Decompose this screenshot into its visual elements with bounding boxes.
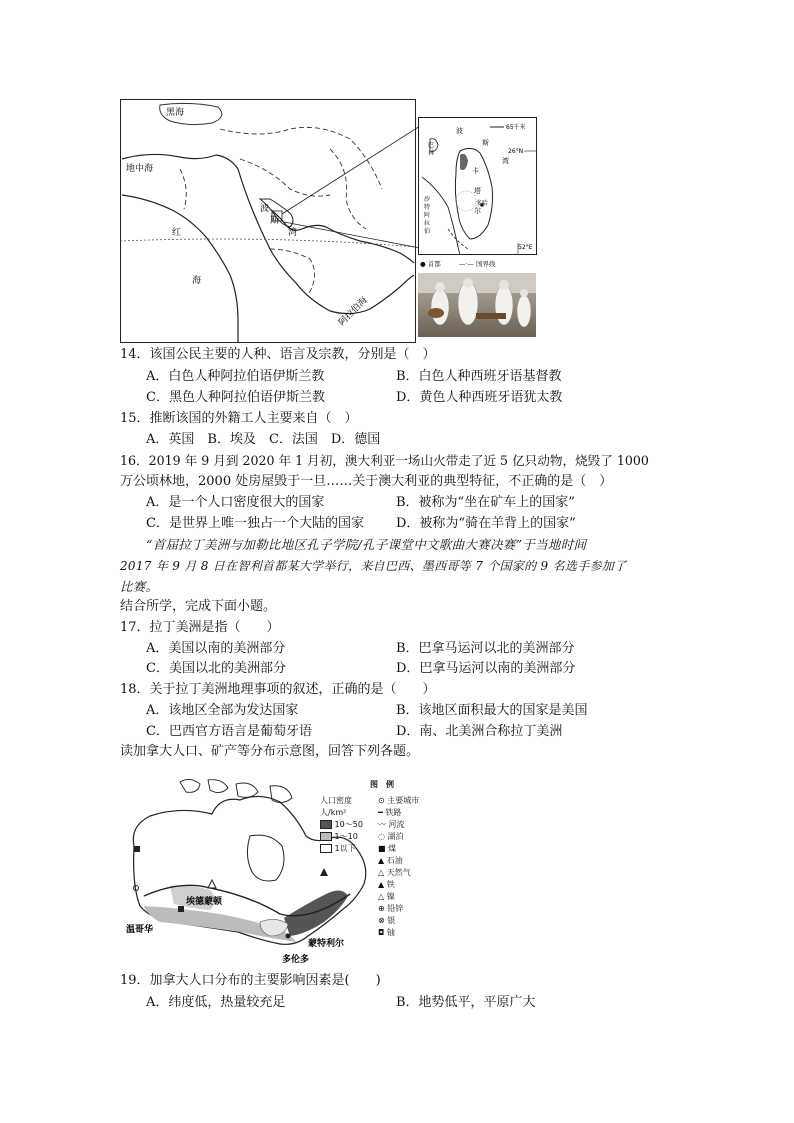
legend-iron-label: 铁 — [386, 880, 395, 889]
uranium-icon: ◘ — [378, 928, 385, 937]
q15-stem: 15．推断该国的外籍工人主要来自（ ） — [120, 411, 358, 426]
legend-density-label: 人口密度 — [320, 796, 352, 805]
legend-d1 — [320, 820, 363, 830]
toronto-label: 多伦多 — [282, 955, 310, 965]
q16-stem-line2: 万公顷林地，2000 处房屋毁于一旦……关于澳大利亚的典型特征，不正确的是（ ） — [120, 474, 613, 489]
legend-lake — [378, 832, 404, 842]
legend-nickel — [378, 892, 395, 902]
q16-option-a[interactable]: A．是一个人口密度很大的国家 — [146, 495, 325, 510]
bahrain-label-1: 巴 — [428, 142, 435, 149]
legend-d2-label: 1～10 — [334, 832, 358, 841]
qatar-label-ta: 塔 — [474, 187, 481, 195]
legend-river-label: 河流 — [388, 820, 405, 829]
edmonton-label: 埃德蒙顿 — [186, 897, 223, 907]
q17-option-d[interactable]: D．巴拿马运河以南的美洲部分 — [396, 661, 576, 676]
vancouver-label: 温哥华 — [126, 925, 154, 935]
inset-connector-lines — [270, 118, 430, 258]
legend-rail-label: 铁路 — [385, 808, 402, 817]
legend-oil-label: 石油 — [386, 856, 403, 865]
scale-label: 65千米 — [506, 124, 526, 131]
q17-option-a[interactable]: A．美国以南的美洲部分 — [146, 641, 286, 656]
gulf-label-2: 斯 — [270, 216, 280, 226]
coal-icon: ■ — [378, 844, 386, 853]
red-sea-label-1: 红 — [172, 228, 182, 238]
q14-option-a[interactable]: A．白色人种阿拉伯语伊斯兰教 — [146, 369, 325, 384]
legend-iron — [378, 880, 395, 890]
latitude-label: 26°N — [508, 148, 524, 155]
legend-nickel-label: 镍 — [386, 892, 395, 901]
canada-legend — [320, 780, 430, 945]
border-line-icon: —·— — [458, 260, 474, 268]
q16-stem-line1: 16．2019 年 9 月到 2020 年 1 月初，澳大利亚一场山火带走了近 5 亿只动物，烧毁了 1000 — [120, 453, 649, 468]
qatar-label-ka: 卡 — [472, 167, 479, 175]
q17-option-b[interactable]: B．巴拿马运河以北的美洲部分 — [396, 641, 575, 656]
passage-line3: 比赛。 — [120, 579, 159, 594]
capital-marker-icon: ● — [420, 260, 426, 268]
q19-stem: 19．加拿大人口分布的主要影响因素是( ) — [120, 973, 381, 988]
city-icon: ⊙ — [378, 796, 385, 805]
gulf-label-3: 湾 — [288, 228, 298, 238]
passage-line1: “首届拉丁美洲与加勒比地区孔子学院/孔子课堂中文歌曲大赛决赛”于当地时间 — [146, 537, 587, 552]
lead-zinc-icon: ⊕ — [378, 904, 385, 913]
q18-stem: 18．关于拉丁美洲地理事项的叙述，正确的是（ ） — [120, 682, 436, 697]
passage-line2: 2017 年 9 月 8 日在智利首都某大学举行，来自巴西、墨西哥等 7 个国家的 9 名选手参加了 — [120, 559, 627, 573]
legend-lead-zinc — [378, 904, 403, 914]
q18-option-b[interactable]: B．该地区面积最大的国家是美国 — [396, 703, 588, 718]
q18-option-c[interactable]: C．巴西官方语言是葡萄牙语 — [146, 724, 312, 739]
q14-option-d[interactable]: D．黄色人种西班牙语犹太教 — [396, 390, 563, 405]
legend-silver — [378, 916, 395, 926]
legend-d3-label: 1以下 — [334, 844, 356, 853]
red-sea-label-2: 海 — [192, 276, 202, 286]
river-icon: 〰 — [378, 820, 386, 829]
q19-option-b[interactable]: B．地势低平，平原广大 — [396, 995, 536, 1010]
doha-label: 多哈 — [476, 200, 489, 207]
legend-oil — [378, 856, 403, 866]
q16-option-d[interactable]: D．被称为“骑在羊背上的国家” — [396, 516, 576, 531]
legend-city-label: 主要城市 — [387, 796, 420, 805]
lake-icon: ◌ — [378, 832, 385, 841]
legend-d3 — [320, 844, 356, 854]
q14-option-c[interactable]: C．黑色人种阿拉伯语伊斯兰教 — [146, 390, 325, 405]
saudi-label-5: 伯 — [424, 228, 431, 235]
legend-d1-label: 10～50 — [334, 820, 363, 829]
oil-icon: ▲ — [378, 856, 385, 865]
q18-option-d[interactable]: D．南、北美洲合称拉丁美洲 — [396, 724, 563, 739]
longitude-label: 52°E — [518, 244, 533, 251]
legend-lake-label: 湖泊 — [387, 832, 404, 841]
nickel-icon: △ — [378, 892, 385, 901]
q14-stem: 14．该国公民主要的人种、语言及宗教，分别是（ ） — [120, 347, 436, 362]
inset-legend — [420, 258, 538, 270]
canada-intro: 读加拿大人口、矿产等分布示意图，回答下列各题。 — [120, 744, 420, 759]
saudi-label-1: 沙 — [424, 196, 431, 203]
inset-wan-label: 湾 — [502, 157, 509, 165]
railway-icon: ━ — [378, 808, 383, 817]
legend-gas — [378, 868, 411, 878]
silver-icon: ⊗ — [378, 916, 385, 925]
legend-uranium-label: 铀 — [386, 928, 395, 937]
legend-capital-label: 首都 — [427, 260, 441, 268]
legend-river — [378, 820, 405, 830]
legend-d2 — [320, 832, 358, 842]
q18-option-a[interactable]: A．该地区全部为发达国家 — [146, 703, 299, 718]
legend-coal-label: 煤 — [388, 844, 397, 853]
saudi-label-3: 阿 — [424, 212, 431, 219]
iron-icon: ▲ — [378, 880, 385, 889]
bahrain-label-2: 林 — [428, 150, 435, 157]
q19-option-a[interactable]: A．纬度低，热量较充足 — [146, 995, 286, 1010]
legend-rail — [378, 808, 401, 818]
q16-option-c[interactable]: C．是世界上唯一独占一个大陆的国家 — [146, 516, 364, 531]
qatar-label-er: 尔 — [474, 207, 481, 215]
legend-title: 图 例 — [370, 780, 394, 789]
q15-options[interactable]: A．英国 B．埃及 C．法国 D．德国 — [146, 432, 381, 447]
gulf-label-1: 波 — [260, 204, 270, 214]
q16-option-b[interactable]: B．被称为“坐在矿车上的国家” — [396, 495, 575, 510]
legend-city — [378, 796, 419, 806]
legend-silver-label: 银 — [387, 916, 396, 925]
black-sea-label: 黑海 — [166, 108, 185, 118]
passage-line4: 结合所学，完成下面小题。 — [120, 599, 277, 614]
inset-bo-label: 波 — [456, 127, 463, 135]
saudi-label-2: 特 — [424, 204, 431, 211]
musicians-photo — [418, 273, 536, 337]
legend-coal — [378, 844, 396, 854]
q17-option-c[interactable]: C．美国以北的美洲部分 — [146, 661, 286, 676]
montreal-label: 蒙特利尔 — [308, 939, 345, 949]
legend-lead-zinc-label: 铅锌 — [387, 904, 404, 913]
qatar-inset-map — [418, 117, 537, 255]
legend-gas-label: 天然气 — [386, 868, 411, 877]
inset-si-label: 斯 — [482, 139, 489, 147]
arabian-sea-label: 阿拉伯海 — [337, 295, 370, 329]
saudi-label-4: 拉 — [424, 220, 431, 227]
legend-border-label: 国界线 — [475, 260, 496, 268]
legend-uranium — [378, 928, 395, 938]
gas-icon: △ — [378, 868, 385, 877]
legend-density-unit: 人/km² — [320, 808, 347, 817]
q14-option-b[interactable]: B．白色人种西班牙语基督教 — [396, 369, 562, 384]
mediterranean-label: 地中海 — [126, 164, 154, 174]
q17-stem: 17．拉丁美洲是指（ ） — [120, 620, 280, 635]
